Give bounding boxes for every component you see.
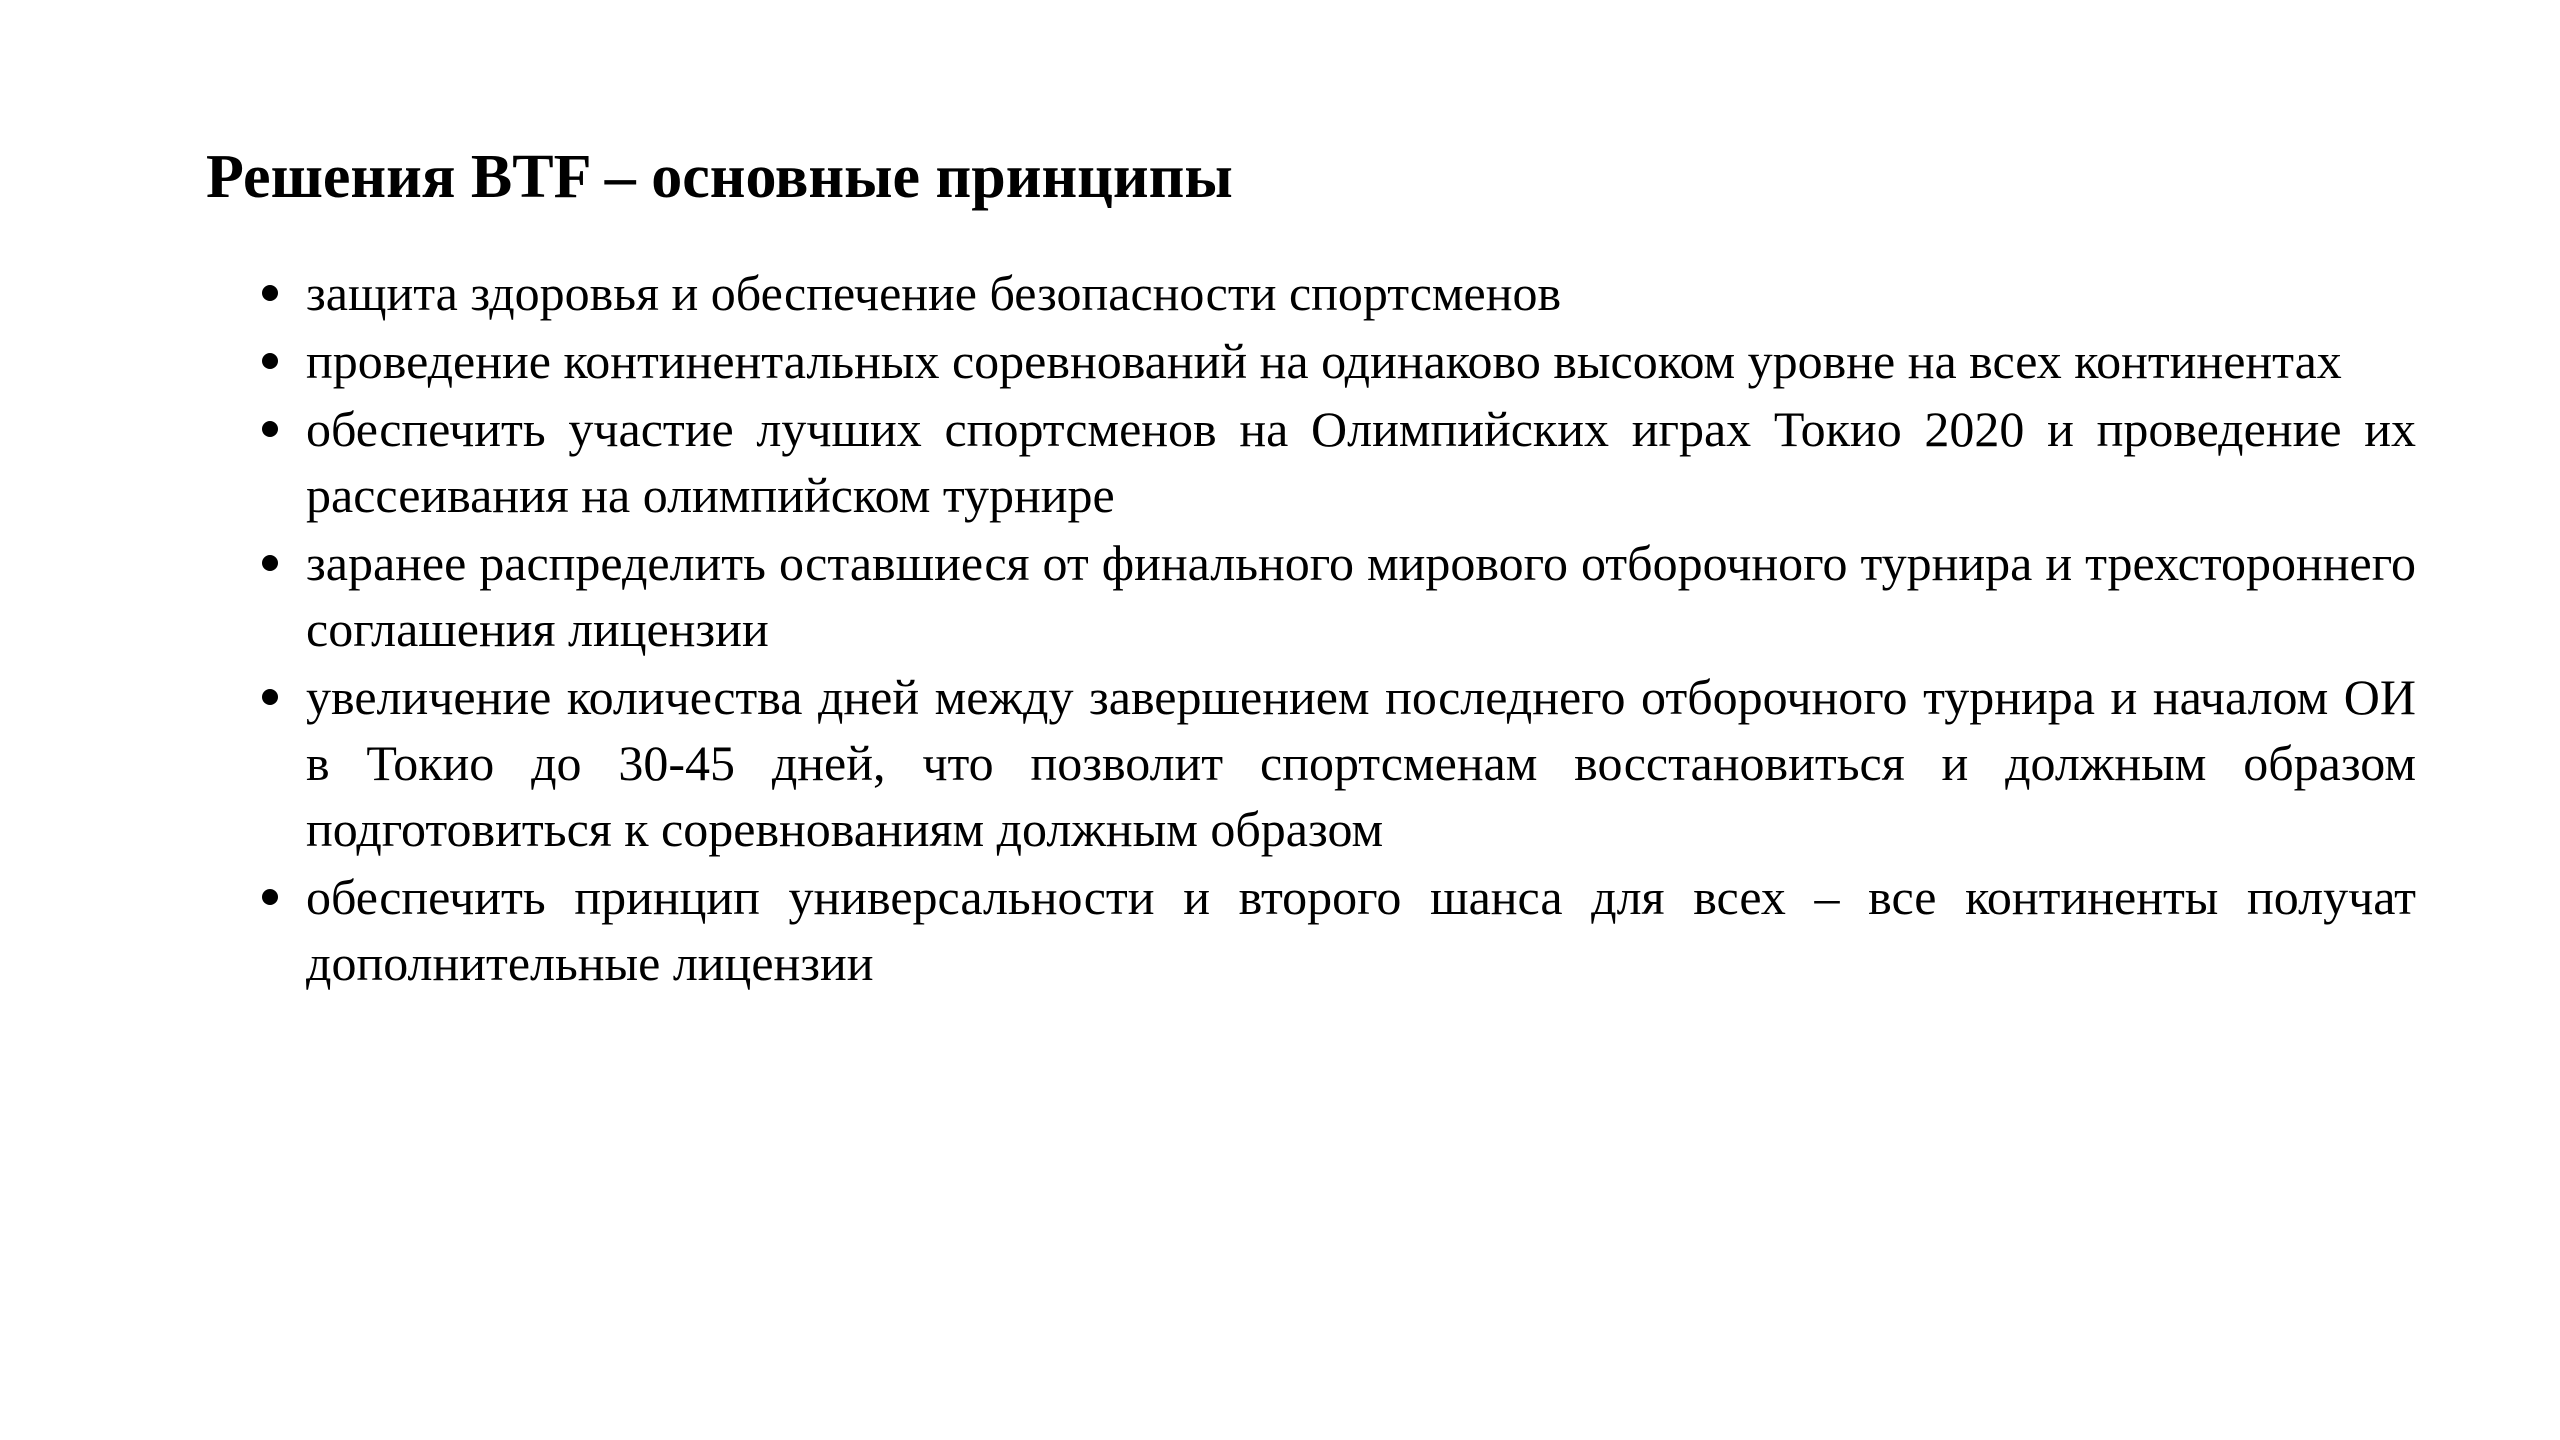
- bullet-text: проведение континентальных соревнований на одинаково высоком уровне на всех континентах: [306, 333, 2342, 389]
- bullet-item: [306, 328, 2416, 394]
- bullet-text: заранее распределить оставшиеся от финального мирового отборочного турнира и трехстороннего соглашения лицензии: [306, 535, 2416, 657]
- slide-title: Решения BTF – основные принципы: [206, 143, 1233, 211]
- bullet-dot-icon: [262, 353, 278, 369]
- bullet-dot-icon: [262, 689, 278, 705]
- bullet-text: обеспечить принцип универсальности и второго шанса для всех – все континенты получат дополнительные лицензии: [306, 869, 2416, 991]
- bullet-item: [306, 664, 2416, 862]
- bullet-text: обеспечить участие лучших спортсменов на Олимпийских играх Токио 2020 и проведение их рассеивания на олимпийском турнире: [306, 401, 2416, 523]
- bullet-text: увеличение количества дней между завершением последнего отборочного турнира и началом ОИ в Токио до 30-45 дней, что позволит спортсменам восстановиться и должным образом подготовиться к соревнованиям должным образом: [306, 669, 2416, 857]
- bullet-dot-icon: [262, 421, 278, 437]
- bullet-text: защита здоровья и обеспечение безопасности спортсменов: [306, 265, 1562, 321]
- bullet-dot-icon: [262, 555, 278, 571]
- bullet-item: [306, 530, 2416, 662]
- bullet-list: [306, 260, 2416, 998]
- bullet-item: [306, 396, 2416, 528]
- bullet-dot-icon: [262, 285, 278, 301]
- bullet-item: [306, 864, 2416, 996]
- bullet-dot-icon: [262, 889, 278, 905]
- bullet-item: [306, 260, 2416, 326]
